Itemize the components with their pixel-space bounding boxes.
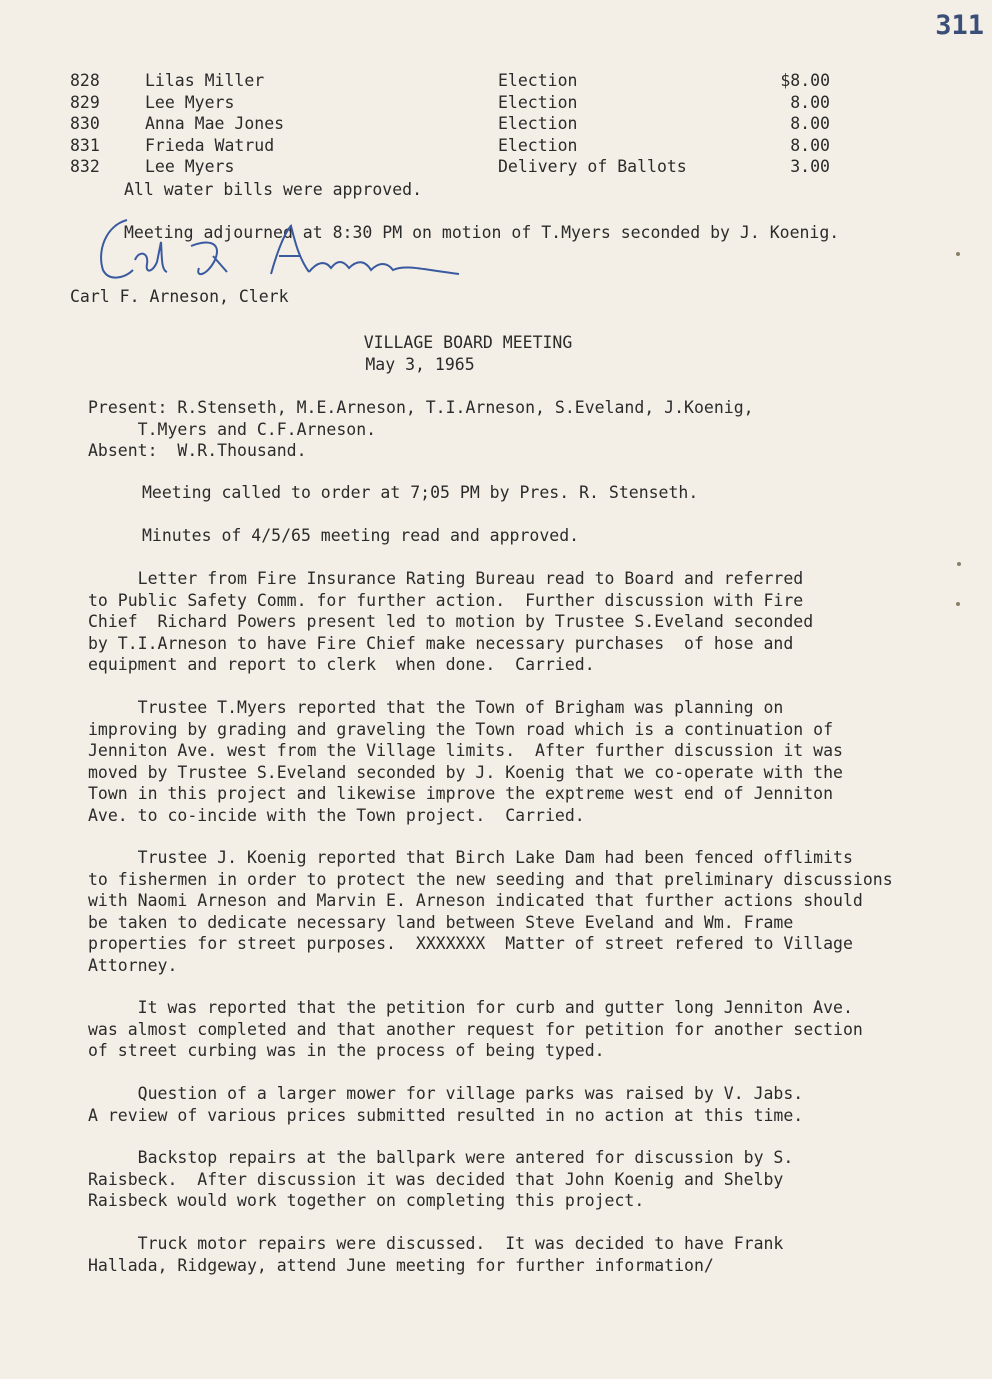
paragraph-mower: Question of a larger mower for village parks was raised by V. Jabs. A review of various prices submitted resulted in no action at this time. bbox=[88, 1084, 804, 1125]
ledger-row: 831 Frieda Watrud Election 8.00 bbox=[70, 135, 830, 155]
adjournment-note: Meeting adjourned at 8:30 PM on motion of T.Myers seconded by J. Koenig. bbox=[124, 223, 840, 242]
minutes-approval: Minutes of 4/5/65 meeting read and approved. bbox=[142, 526, 580, 545]
clerk-signature bbox=[95, 212, 465, 292]
ledger-row: 828 Lilas Miller Election $8.00 bbox=[70, 71, 830, 90]
ledger-table bbox=[70, 71, 830, 179]
paragraph-curb-petition: It was reported that the petition for curb and gutter long Jenniton Ave. was almost completed and that another request for petition for another section of street curbing was in the process of being typed. bbox=[88, 998, 863, 1060]
paragraph-fire-insurance: Letter from Fire Insurance Rating Bureau read to Board and referred to Public Safety Comm. for further action. Further discussion with Fire Chief Richard Powers present led to motion by Trustee S.Eveland seconded by T.I.Arneson to have Fire Chief make necessary purchases of hose and equipment and report to clerk when done. Carried. bbox=[88, 569, 814, 674]
meeting-date: May 3, 1965 bbox=[365, 355, 475, 374]
water-bills-note: All water bills were approved. bbox=[124, 180, 423, 199]
ledger-row: 829 Lee Myers Election 8.00 bbox=[70, 92, 830, 112]
paper-speck bbox=[956, 252, 960, 256]
page-number: 311 bbox=[935, 10, 984, 41]
paragraph-birch-lake: Trustee J. Koenig reported that Birch Lake Dam had been fenced offlimits to fishermen in order to protect the new seeding and that preliminary discussions with Naomi Arneson and Marvin E. Arneson indicated that further actions should be taken to dedicate necessary land between Steve Eveland and Wm. Frame properties for street purposes. XXXXXXX Matter of street refered to Village Attorney. bbox=[88, 848, 893, 975]
paper-speck bbox=[957, 562, 961, 566]
paragraph-town-road: Trustee T.Myers reported that the Town of Brigham was planning on improving by grading and graveling the Town road which is a continuation of Jenniton Ave. west from the Village limits. After further discussion it was moved by Trustee S.Eveland seconded by J. Koenig that we co-operate with the Town in this project and likewise improve the exptreme west end of Jenniton Ave. to co-incide with the Town project. Carried. bbox=[88, 698, 843, 825]
ledger-row: 830 Anna Mae Jones Election 8.00 bbox=[70, 114, 830, 133]
attendance: Present: R.Stenseth, M.E.Arneson, T.I.Arneson, S.Eveland, J.Koenig, T.Myers and C.F.Arneson. Absent: W.R.Thousand. bbox=[88, 398, 754, 460]
meeting-title: VILLAGE BOARD MEETING bbox=[363, 333, 573, 352]
clerk-line: Carl F. Arneson, Clerk bbox=[70, 287, 289, 306]
paragraph-backstop: Backstop repairs at the ballpark were antered for discussion by S. Raisbeck. After discussion it was decided that John Koenig and Shelby Raisbeck would work together on completing this project. bbox=[88, 1148, 794, 1210]
paper-speck bbox=[956, 602, 960, 606]
paragraph-truck-repairs: Truck motor repairs were discussed. It was decided to have Frank Hallada, Ridgeway, attend June meeting for further information/ bbox=[88, 1234, 784, 1275]
ledger-row: 832 Lee Myers Delivery of Ballots 3.00 bbox=[70, 157, 830, 176]
call-to-order: Meeting called to order at 7;05 PM by Pres. R. Stenseth. bbox=[142, 483, 699, 502]
